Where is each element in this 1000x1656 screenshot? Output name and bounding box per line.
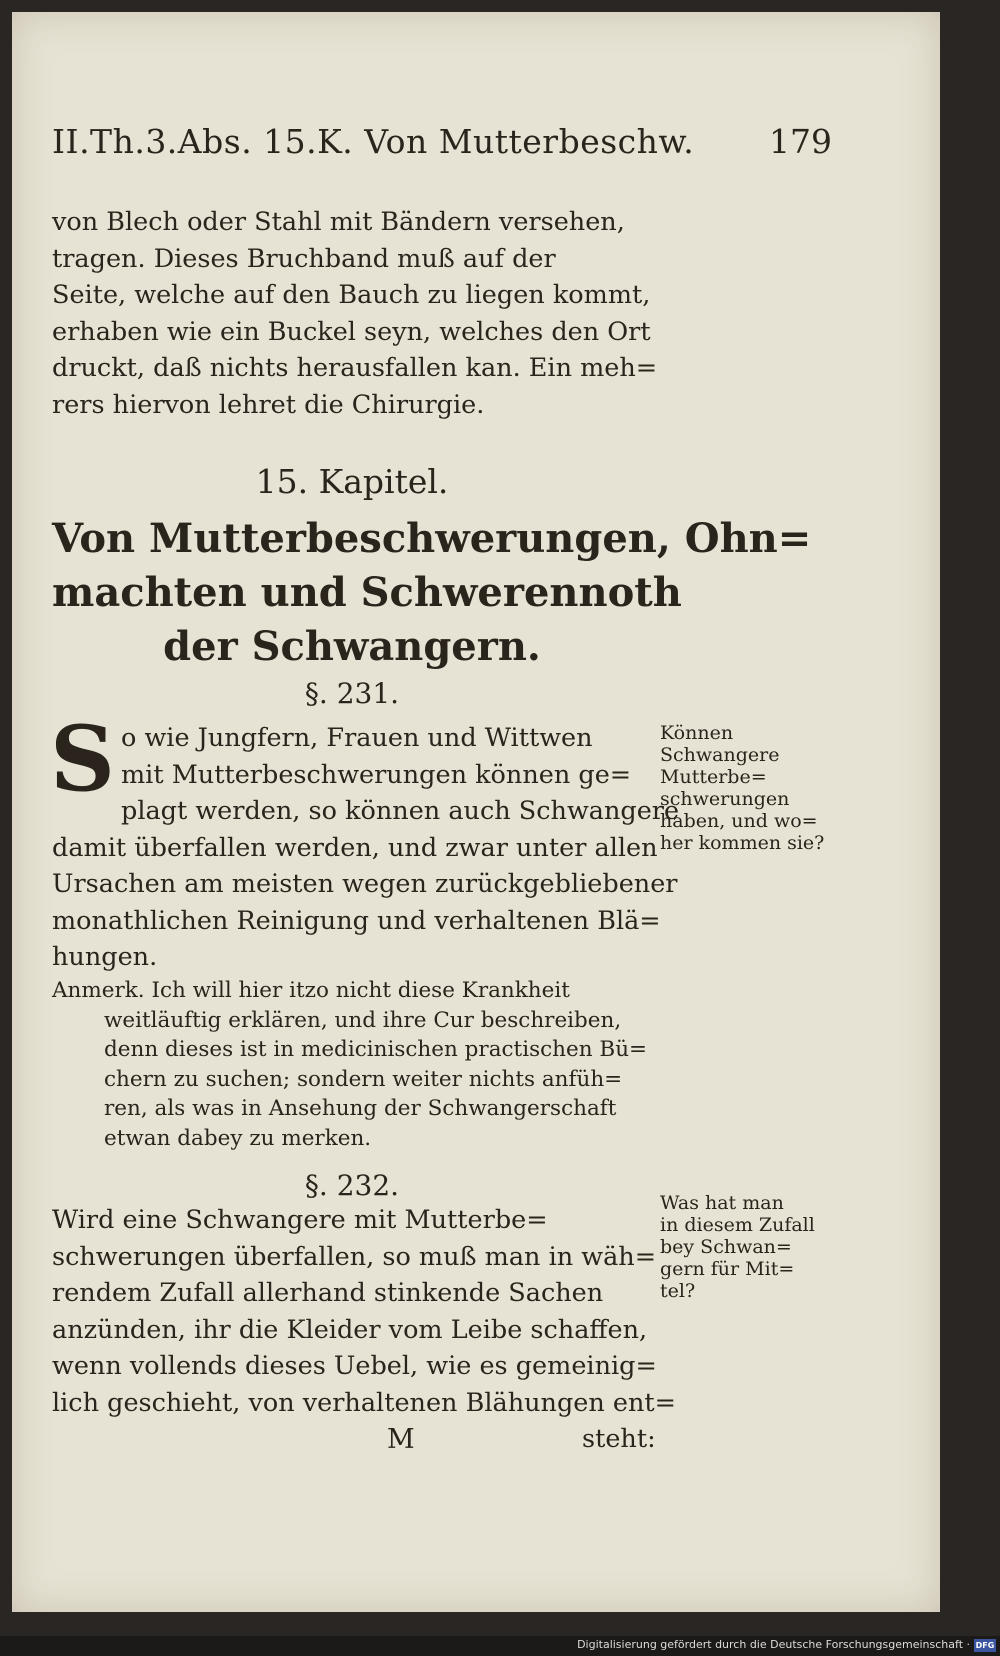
page-header: [52, 122, 832, 172]
annotation-note: [52, 976, 652, 1153]
margin-note-232: [660, 1192, 830, 1302]
text-line: wenn vollends dieses Uebel, wie es gemeinig=: [52, 1351, 657, 1381]
note-line: etwan dabey zu merken.: [104, 1125, 372, 1151]
text-line: erhaben wie ein Buckel seyn, welches den Ort: [52, 316, 651, 347]
margin-line: haben, und wo=: [660, 810, 818, 832]
note-line: chern zu suchen; sondern weiter nichts anfüh=: [104, 1066, 623, 1092]
text-line: hungen.: [52, 942, 158, 972]
funding-credit: Digitalisierung gefördert durch die Deutsche Forschungsgemeinschaft ·: [577, 1638, 970, 1651]
signature-mark: M: [387, 1424, 415, 1455]
text-line: Seite, welche auf den Bauch zu liegen kommt,: [52, 280, 651, 310]
section-heading-231: §. 231.: [304, 677, 400, 710]
text-line: plagt werden, so können auch Schwangere: [121, 796, 680, 826]
catchword: steht:: [582, 1424, 656, 1454]
dfg-logo-icon: DFG: [975, 1641, 995, 1650]
book-page: [12, 12, 940, 1612]
margin-line: tel?: [660, 1280, 696, 1302]
section-231-text: [50, 706, 680, 976]
text-line: Wird eine Schwangere mit Mutterbe=: [52, 1205, 548, 1235]
note-line: weitläuftig erklären, und ihre Cur beschreiben,: [104, 1007, 622, 1033]
note-line: Anmerk. Ich will hier itzo nicht diese Krankheit: [52, 978, 570, 1003]
text-line: mit Mutterbeschwerungen können ge=: [121, 759, 632, 790]
chapter-title-line: der Schwangern.: [163, 623, 541, 670]
paragraph-continued: [52, 204, 658, 423]
margin-line: Mutterbe=: [660, 766, 767, 788]
digitization-footer: [0, 1636, 1000, 1656]
text-line: von Blech oder Stahl mit Bändern versehen,: [52, 207, 625, 237]
margin-line: gern für Mit=: [660, 1258, 795, 1280]
chapter-number: 15. Kapitel.: [255, 462, 449, 501]
text-line: rers hiervon lehret die Chirurgie.: [52, 389, 485, 420]
running-title: II.Th.3.Abs. 15.K. Von Mutterbeschw.: [52, 122, 695, 161]
section-heading-232: §. 232.: [304, 1169, 400, 1202]
margin-line: schwerungen: [660, 788, 790, 810]
margin-line: Können: [660, 722, 734, 744]
text-line: schwerungen überfallen, so muß man in wäh=: [52, 1241, 657, 1272]
margin-line: Schwangere: [660, 744, 780, 766]
page-number: 179: [769, 122, 832, 161]
note-line: denn dieses ist in medicinischen practischen Bü=: [104, 1037, 648, 1062]
margin-note-231: [660, 722, 830, 854]
text-line: tragen. Dieses Bruchband muß auf der: [52, 243, 556, 274]
text-line: monathlichen Reinigung und verhaltenen Blä=: [52, 905, 661, 936]
drop-cap: S: [50, 706, 115, 812]
text-line: lich geschieht, von verhaltenen Blähungen ent=: [52, 1387, 677, 1418]
margin-line: bey Schwan=: [660, 1236, 792, 1258]
note-line: ren, als was in Ansehung der Schwangerschaft: [104, 1096, 617, 1121]
section-232-text: [52, 1202, 677, 1421]
chapter-title: [52, 512, 812, 674]
margin-line: her kommen sie?: [660, 832, 825, 854]
chapter-title-line: Von Mutterbeschwerungen, Ohn=: [52, 515, 812, 562]
text-line: Ursachen am meisten wegen zurückgebliebener: [52, 869, 678, 899]
margin-line: Was hat man: [660, 1192, 784, 1214]
text-line: rendem Zufall allerhand stinkende Sachen: [52, 1278, 604, 1308]
margin-line: in diesem Zufall: [660, 1214, 815, 1236]
text-line: damit überfallen werden, und zwar unter allen: [52, 832, 658, 863]
text-line: anzünden, ihr die Kleider vom Leibe schaffen,: [52, 1314, 648, 1345]
text-line: druckt, daß nichts herausfallen kan. Ein meh=: [52, 353, 658, 383]
chapter-title-line: machten und Schwerennoth: [52, 569, 682, 616]
text-line: o wie Jungfern, Frauen und Wittwen: [121, 723, 593, 753]
